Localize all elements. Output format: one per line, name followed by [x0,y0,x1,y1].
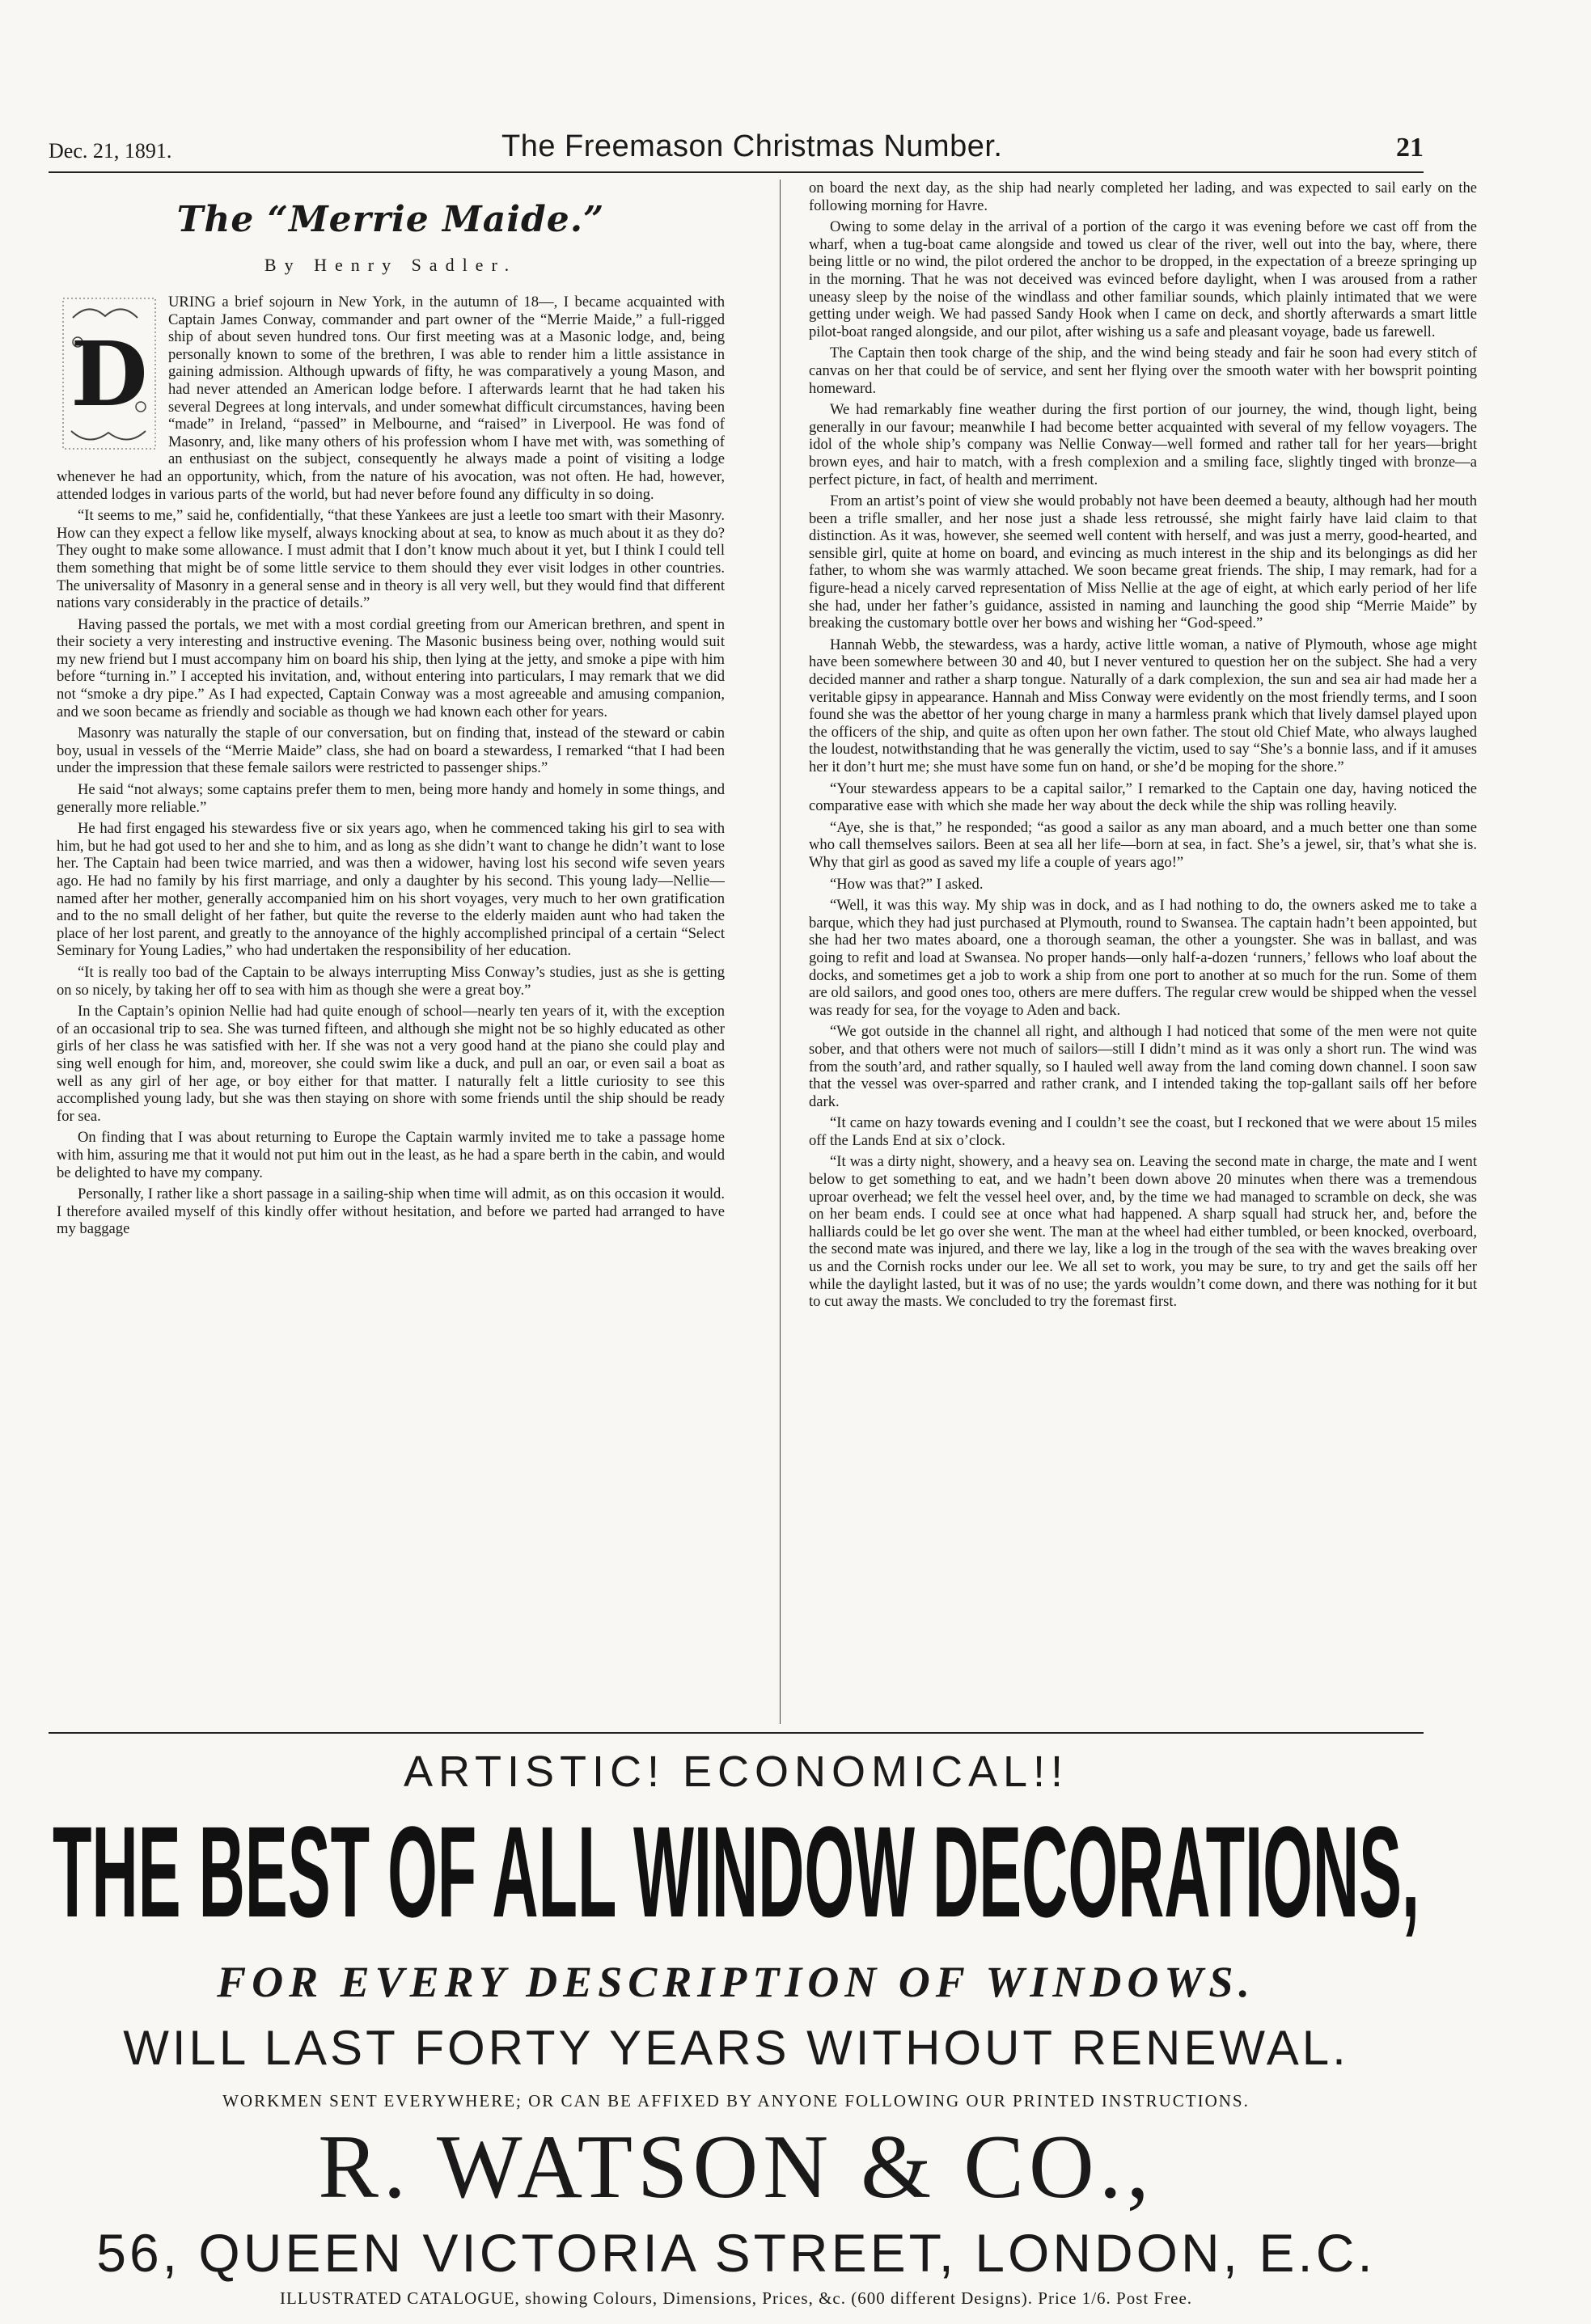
ad-durability-claim: WILL LAST FORTY YEARS WITHOUT RENEWAL. [123,2021,1349,2075]
ad-headline-wrap [49,1803,1424,1939]
paragraph: He had first engaged his stewardess five or six years ago, when he commenced taking his girl to sea with him, but he had got used to her and she to him, and as long as she didn’t want to change he didn’t want to lose her. The Captain had been twice married, and was then a widower, having lost his second wife seven years ago. He had no family by his first marriage, and only a daughter by his second. This young lady—Nellie—named after her mother, generally accompanied him on his short voyages, very much to her own gratification and to the no small delight of her father, but quite the reverse to the elderly maiden aunt who had taken the place of her lost parent, and greatly to the annoyance of the highly accomplished principal of a certain “Select Seminary for Young Ladies,” who had undertaken the responsibility of her education. [57,820,725,960]
masthead [49,129,1424,165]
window-decoration-advertisement [49,1739,1424,2321]
paragraph: We had remarkably fine weather during the first portion of our journey, the wind, though light, being generally in our favour; meanwhile I had become better acquainted with several of my fellow voyagers. The idol of the whole ship’s company was Nellie Conway—well formed and rather tall for her years—bright brown eyes, and hair to match, with a fresh complexion and a smiling face, slightly tinged with bronze—a perfect picture, in fact, of health and merriment. [809,401,1477,488]
story-byline: By Henry Sadler. [264,255,518,275]
paragraph: In the Captain’s opinion Nellie had had quite enough of school—nearly ten years of it, with the exception of an occasional trip to sea. She was turned fifteen, and although she might not be so highly educated as other girls of her class he was satisfied with her. If she was not a very good hand at the piano she could play and sing well enough for him, and, moreover, she could swim like a duck, and pull an oar, or even sail a boat as well as any girl of her age, or boy either for that matter. I naturally felt a little curiosity to see this accomplished young lady, but she was then staying on shore with some friends until the ship should be ready for sea. [57,1003,725,1125]
ad-address: 56, QUEEN VICTORIA STREET, LONDON, E.C. [96,2223,1376,2283]
paragraph: Masonry was naturally the staple of our conversation, but on finding that, instead of the steward or cabin boy, usual in vessels of the “Merrie Maide” class, she had on board a stewardess, I remarked “that I had been under the impression that these female sailors were restricted to passenger ships.” [57,725,725,777]
paragraph: Personally, I rather like a short passage in a sailing-ship when time will admit, as on this occasion it would. I therefore availed myself of this kindly offer without hesitation, and before we parted had arranged to have my baggage [57,1185,725,1238]
paragraph: “It was a dirty night, showery, and a heavy sea on. Leaving the second mate in charge, the mate and I went below to get something to eat, and we hadn’t been down above 20 minutes when there was a tremendous uproar overhead; we felt the vessel heel over, and, by the time we had managed to scramble on deck, she was on her beam ends. I could see at once what had happened. A sharp squall had struck her, and, before the halliards could be let go over she went. The man at the wheel had either tumbled, or been knocked, overboard, the second mate was injured, and there we lay, like a log in the trough of the sea with the waves breaking over us and the Cornish rocks under our lee. We all set to work, you may be sure, to try and get the sails off her while the daylight lasted, but it was of no use; the yards wouldn’t come down, and there was nothing for it but to cut away the masts. We concluded to try the foremast first. [809,1153,1477,1311]
issue-date: Dec. 21, 1891. [49,139,172,163]
column-divider [780,180,781,1724]
paragraph: Hannah Webb, the stewardess, was a hardy, active little woman, a native of Plymouth, whose age might have been somewhere between 30 and 40, but I never ventured to question her on the subject. She had a very decided manner and rather a sharp tongue. Naturally of a dark complexion, the sun and sea air had made her a veritable gipsy in appearance. Hannah and Miss Conway were evidently on the most friendly terms, and I soon found she was the abettor of her young charge in many a harmless prank which that lively damsel played upon the officers of the ship, and quite as often upon her own father. The stout old Chief Mate, who always laughed the loudest, notwithstanding that he was generally the victim, used to say “She’s a bonnie lass, and if it amuses her it don’t hurt me; she must have some fun on hand, or she’d be moping for the shore.” [809,636,1477,775]
paragraph: “Your stewardess appears to be a capital sailor,” I remarked to the Captain one day, having noticed the comparative ease with which she made her way about the deck while the ship was rolling heavily. [809,780,1477,815]
paragraph: Owing to some delay in the arrival of a portion of the cargo it was evening before we cast off from the wharf, when a tug-boat came alongside and towed us clear of the river, well out into the bay, where, there being little or no wind, the pilot ordered the anchor to be dropped, in the expectation of a breeze springing up in the morning. That he was not deceived was evinced before daylight, when I was aroused from a rather uneasy sleep by the noise of the windlass and other familiar sounds, which plainly intimated that we were getting under weigh. We had passed Sandy Hook when I came on deck, and shortly afterwards a smart little pilot-boat ranged alongside, and our pilot, after wishing us a safe and pleasant voyage, bade us farewell. [809,218,1477,340]
paragraph: “It seems to me,” said he, confidentially, “that these Yankees are just a leetle too smart with their Masonry. How can they expect a fellow like myself, always knocking about at sea, to know as much about it as they do? They ought to make some allowance. I must admit that I don’t know much about it yet, but I think I could tell them something that might be of some little service to them should they ever visit lodges in other countries. The universality of Masonry in a general sense and in theory is all very well, but they would find that different nations vary considerably in the practice of details.” [57,507,725,612]
paragraph: “It is really too bad of the Captain to be always interrupting Miss Conway’s studies, just as she is getting on so nicely, by taking her off to sea with him as though she were a great boy.” [57,963,725,999]
paragraph: “How was that?” I asked. [830,875,984,893]
ad-workmen-note: WORKMEN SENT EVERYWHERE; OR CAN BE AFFIXED BY ANYONE FOLLOWING OUR PRINTED INSTRUCTIONS. [222,2091,1250,2111]
paragraph: “Aye, she is that,” he responded; “as good a sailor as any man aboard, and a much better one than some who call themselves sailors. Been at sea all her life—born at sea, in fact. She’s a jewel, sir, that’s what she is. Why that girl as good as saved my life a couple of years ago!” [809,818,1477,871]
paragraph: “We got outside in the channel all right, and although I had noticed that some of the men were not quite sober, and that others were not much of sailors—still I didn’t mind as it was only a short run. The wind was from the south’ard, and rather squally, so I hauled well away from the land coming down channel. I soon saw that the vessel was over-sparred and rather crank, and I intended taking the top-gallant sails off her before dark. [809,1023,1477,1110]
ad-subheadline: FOR EVERY DESCRIPTION OF WINDOWS. [217,1958,1255,2006]
paragraph: He said “not always; some captains prefer them to men, being more handy and homely in some things, and generally more reliable.” [57,781,725,816]
page-number: 21 [1396,133,1424,163]
paragraph: From an artist’s point of view she would probably not have been deemed a beauty, although had her mouth been a trifle smaller, and her nose just a shade less retroussé, she might fairly have laid claim to that distinction. As it was, however, she seemed well content with herself, and was just a merry, good-hearted, and sensible girl, quite at home on board, and evincing as much interest in the ship and its belongings as did her father, to whom she was warmly attached. We soon became great friends. The ship, I may remark, had for a figure-head a nicely carved representation of Miss Nellie at the age of eight, at which early period of her life she had, under her father’s guidance, assisted in naming and launching the good ship “Merrie Maide” by breaking the customary bottle over her bows and wishing her “God-speed.” [809,492,1477,632]
paragraph: on board the next day, as the ship had nearly completed her lading, and was expected to sail early on the following morning for Havre. [809,180,1477,214]
ad-company-name: R. WATSON & CO., [318,2117,1154,2217]
paragraph: “It came on hazy towards evening and I couldn’t see the coast, but I reckoned that we were about 15 miles off the Lands End at six o’clock. [809,1114,1477,1149]
ad-headline: THE BEST OF ALL WINDOW DECORATIONS, [53,1803,1420,1939]
story-title: The “Merrie Maide.” [176,199,605,240]
dropcap-letter: D [70,322,148,426]
ad-catalogue-note: ILLUSTRATED CATALOGUE, showing Colours, Dimensions, Prices, &c. (600 different Designs). Price 1/6. Post Free. [279,2288,1193,2308]
paragraph: On finding that I was about returning to Europe the Captain warmly invited me to take a passage home with him, assuring me that it would not put him out in the least, as he had a spare berth in the cabin, and would be delighted to have my company. [57,1129,725,1181]
ornamental-dropcap [57,294,162,455]
masthead-rule [49,171,1424,173]
paragraph: The Captain then took charge of the ship, and the wind being steady and fair he soon had every stitch of canvas on her that could be of service, and sent her flying over the smooth water with her bowsprit pointing homeward. [809,344,1477,397]
advertisement-rule [49,1732,1424,1734]
ad-tagline: ARTISTIC! ECONOMICAL!! [403,1747,1069,1796]
paragraph: URING a brief sojourn in New York, in the autumn of 18—, I became acquainted with Captain James Conway, commander and part owner of the “Merrie Maide,” a full-rigged ship of about seven hundred tons. Our first meeting was at a Masonic lodge, and, being personally known to some of the brethren, I was able to render him a little assistance in gaining admission. Although upwards of fifty, he was comparatively a young Mason, and had never attended an American lodge before. I afterwards learnt that he had taken his several Degrees at long intervals, and under somewhat difficult circumstances, having been “made” in Ireland, “passed” in Melbourne, and “raised” in Liverpool. He was fond of Masonry, and, like many others of his profession whom I have met with, was something of an enthusiast on the subject, consequently he always made a point of visiting a lodge whenever he had an opportunity, which, from the nature of his avocation, was not often. He had, however, attended lodges in various parts of the world, but had never before found any difficulty in so doing. [57,294,725,503]
article-column-left [57,180,725,1728]
article-column-right [809,180,1477,1728]
paragraph: Having passed the portals, we met with a most cordial greeting from our American brethren, and spent in their society a very interesting and instructive evening. The Masonic business being over, nothing would suit my new friend but I must accompany him on board his ship, then lying at the jetty, and smoke a pipe with him before “turning in.” I accepted his invitation, and, without entering into particulars, I may remark that we did not “smoke a dry pipe.” As I had expected, Captain Conway was a most agreeable and amusing companion, and we soon became as friendly and sociable as though we had known each other for years. [57,615,725,720]
publication-title: The Freemason Christmas Number. [501,129,1003,163]
paragraph: “Well, it was this way. My ship was in dock, and as I had nothing to do, the owners asked me to take a barque, which they had just purchased at Plymouth, round to Swansea. The captain hadn’t been appointed, but she had her two mates aboard, one a thorough seaman, the other a youngster. She was in ballast, and was going to refit and load at Swansea. No proper hands—only half-a-dozen ‘runners,’ fellows who loaf about the docks, and sometimes get a job to work a ship from one port to another at so much for the run. Some of them are old sailors, and good ones too, others are mere duffers. The regular crew would be shipped when the vessel was ready for sea, for the voyage to Aden and back. [809,897,1477,1019]
